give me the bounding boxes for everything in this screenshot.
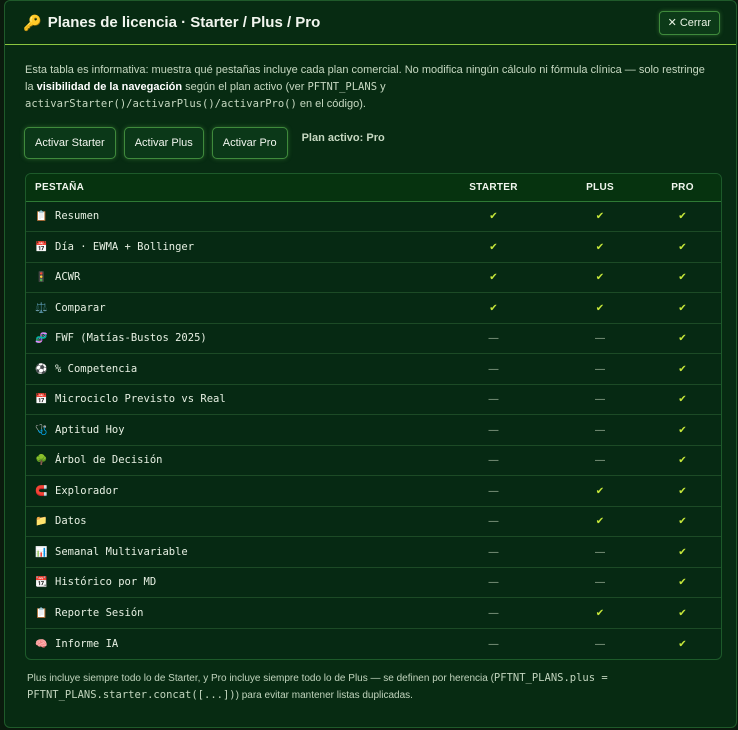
tab-icon: 🧲 (35, 485, 48, 497)
tab-label: Informe IA (55, 637, 119, 650)
pro-cell (644, 476, 721, 507)
starter-cell (431, 476, 556, 507)
license-plans-modal (4, 0, 737, 728)
starter-cell (431, 415, 556, 446)
pro-cell (644, 323, 721, 354)
plan-controls (24, 127, 736, 159)
tab-name-cell (26, 598, 431, 629)
activate-starter-button[interactable]: Activar Starter (24, 127, 116, 159)
dash-icon: — (488, 577, 499, 589)
plus-cell (556, 537, 644, 568)
tab-name-cell (26, 384, 431, 415)
modal-header (5, 1, 736, 45)
tab-icon: 📋 (35, 211, 48, 223)
check-icon: ✔ (595, 302, 605, 314)
starter-cell (431, 537, 556, 568)
dash-icon: — (595, 638, 605, 650)
starter-cell (431, 384, 556, 415)
tab-label: FWF (Matías-Bustos 2025) (55, 332, 207, 345)
table-row (26, 232, 721, 263)
dash-icon: — (488, 424, 499, 436)
check-icon: ✔ (678, 607, 687, 619)
plus-cell (556, 323, 644, 354)
tab-name-cell (26, 354, 431, 385)
tab-label: % Competencia (55, 362, 138, 375)
tab-label: Microciclo Previsto vs Real (55, 393, 226, 406)
check-icon: ✔ (678, 638, 687, 650)
modal-title-text: Planes de licencia · Starter / Plus / Pro (47, 14, 321, 31)
plus-cell (556, 354, 644, 385)
pro-cell (644, 415, 721, 446)
pro-cell (644, 445, 721, 476)
check-icon: ✔ (595, 272, 605, 284)
check-icon: ✔ (595, 485, 605, 497)
dash-icon: — (488, 516, 499, 528)
dash-icon: — (488, 363, 499, 375)
intro-part-2: según el plan activo (ver (182, 81, 308, 93)
starter-cell (431, 445, 556, 476)
tab-label: Reporte Sesión (55, 606, 144, 619)
pro-cell (644, 232, 721, 263)
check-icon: ✔ (678, 424, 687, 436)
table-row (26, 567, 721, 598)
tab-icon: 📋 (35, 607, 48, 619)
pro-cell (644, 293, 721, 324)
check-icon: ✔ (678, 546, 687, 558)
tab-name-cell (26, 628, 431, 659)
dash-icon: — (488, 485, 499, 497)
check-icon: ✔ (595, 241, 605, 253)
plus-cell (556, 476, 644, 507)
header-tab: PESTAÑA (35, 181, 85, 193)
close-button[interactable] (659, 11, 720, 35)
dash-icon: — (488, 546, 499, 558)
plus-cell (556, 201, 644, 232)
tab-label: Datos (55, 515, 87, 528)
check-icon: ✔ (678, 333, 687, 345)
tab-icon: 📆 (35, 577, 48, 589)
check-icon: ✔ (595, 211, 605, 223)
check-icon: ✔ (489, 302, 498, 314)
activate-pro-button[interactable]: Activar Pro (212, 127, 288, 159)
pro-cell (644, 598, 721, 629)
check-icon: ✔ (489, 241, 498, 253)
dash-icon: — (488, 455, 499, 467)
tab-name-cell (26, 293, 431, 324)
tab-name-cell (26, 262, 431, 293)
dash-icon: — (595, 546, 605, 558)
check-icon: ✔ (678, 455, 687, 467)
header-starter: STARTER (469, 181, 518, 193)
table-row (26, 293, 721, 324)
dash-icon: — (488, 607, 499, 619)
plus-cell (556, 506, 644, 537)
intro-text (25, 62, 716, 113)
pro-cell (644, 201, 721, 232)
pro-cell (644, 506, 721, 537)
tab-icon: ⚽ (35, 363, 48, 375)
check-icon: ✔ (595, 607, 605, 619)
plans-table (25, 173, 722, 660)
tab-name-cell (26, 201, 431, 232)
tab-icon: 🩺 (35, 424, 48, 436)
table-header-row (26, 174, 721, 201)
pro-cell (644, 537, 721, 568)
tab-label: Aptitud Hoy (55, 423, 125, 436)
check-icon: ✔ (678, 272, 687, 284)
table-row (26, 506, 721, 537)
check-icon: ✔ (678, 516, 687, 528)
pro-cell (644, 384, 721, 415)
footer-code: PFTNT_PLANS.plus = PFTNT_PLANS.starter.concat([...]) (27, 671, 608, 701)
footer-part-2: ) para evitar mantener listas duplicadas. (235, 689, 413, 701)
modal-title (23, 14, 320, 32)
intro-part-4: en el código). (296, 98, 366, 110)
tab-label: Explorador (55, 484, 119, 497)
table-row (26, 262, 721, 293)
tab-label: Árbol de Decisión (55, 454, 163, 467)
starter-cell (431, 598, 556, 629)
active-plan-label: Plan activo: Pro (301, 132, 385, 144)
dash-icon: — (595, 577, 605, 589)
table-row (26, 537, 721, 568)
key-icon: 🔑 (23, 14, 42, 32)
close-icon: ✕ (667, 17, 677, 29)
intro-code-functions: activarStarter()/activarPlus()/activarPro() (25, 98, 297, 110)
check-icon: ✔ (678, 394, 687, 406)
starter-cell (431, 628, 556, 659)
dash-icon: — (488, 394, 499, 406)
tab-icon: 🌳 (35, 455, 48, 467)
footer-note (27, 670, 716, 704)
starter-cell (431, 354, 556, 385)
table-row (26, 354, 721, 385)
plus-cell (556, 628, 644, 659)
tab-label: Resumen (55, 210, 100, 223)
tab-icon: ⚖️ (35, 302, 48, 314)
dash-icon: — (595, 455, 605, 467)
starter-cell (431, 262, 556, 293)
starter-cell (431, 323, 556, 354)
check-icon: ✔ (489, 211, 498, 223)
plus-cell (556, 415, 644, 446)
tab-icon: 🧠 (35, 638, 48, 650)
tab-label: Comparar (55, 301, 106, 314)
footer-part-1: Plus incluye siempre todo lo de Starter, y Pro incluye siempre todo lo de Plus — se definen por herencia ( (27, 672, 494, 684)
tab-icon: 📁 (35, 516, 48, 528)
starter-cell (431, 201, 556, 232)
table-row (26, 445, 721, 476)
plus-cell (556, 598, 644, 629)
tab-name-cell (26, 445, 431, 476)
tab-name-cell (26, 415, 431, 446)
tab-icon: 🚦 (35, 272, 48, 284)
check-icon: ✔ (678, 241, 687, 253)
intro-part-3: y (377, 81, 386, 93)
check-icon: ✔ (678, 363, 687, 375)
table-row (26, 476, 721, 507)
plus-cell (556, 232, 644, 263)
table-row (26, 628, 721, 659)
check-icon: ✔ (678, 211, 687, 223)
tab-label: Semanal Multivariable (55, 545, 188, 558)
header-pro: PRO (671, 181, 694, 193)
tab-icon: 🧬 (35, 333, 48, 345)
starter-cell (431, 293, 556, 324)
tab-name-cell (26, 323, 431, 354)
dash-icon: — (595, 333, 605, 345)
dash-icon: — (488, 333, 499, 345)
plus-cell (556, 293, 644, 324)
tab-name-cell (26, 476, 431, 507)
check-icon: ✔ (595, 516, 605, 528)
dash-icon: — (595, 424, 605, 436)
activate-plus-button[interactable]: Activar Plus (124, 127, 204, 159)
dash-icon: — (595, 363, 605, 375)
table-row (26, 384, 721, 415)
tab-icon: 📊 (35, 546, 48, 558)
pro-cell (644, 567, 721, 598)
plus-cell (556, 567, 644, 598)
pro-cell (644, 628, 721, 659)
starter-cell (431, 232, 556, 263)
check-icon: ✔ (678, 577, 687, 589)
plus-cell (556, 384, 644, 415)
intro-part-1: Esta tabla es informativa: muestra qué pestañas incluye cada plan comercial. No modifica ningún cálculo ni fórmula clínica — solo restringe la (25, 64, 705, 93)
dash-icon: — (595, 394, 605, 406)
starter-cell (431, 506, 556, 537)
header-plus: PLUS (586, 181, 614, 193)
starter-cell (431, 567, 556, 598)
tab-name-cell (26, 232, 431, 263)
pro-cell (644, 262, 721, 293)
plus-cell (556, 262, 644, 293)
pro-cell (644, 354, 721, 385)
table-row (26, 323, 721, 354)
dash-icon: — (488, 638, 499, 650)
intro-code-plans: PFTNT_PLANS (307, 81, 378, 93)
table-row (26, 598, 721, 629)
tab-label: ACWR (55, 271, 81, 284)
check-icon: ✔ (678, 485, 687, 497)
tab-icon: 📅 (35, 241, 48, 253)
table-row (26, 201, 721, 232)
tab-icon: 📅 (35, 394, 48, 406)
check-icon: ✔ (489, 272, 498, 284)
tab-label: Histórico por MD (55, 576, 157, 589)
tab-name-cell (26, 567, 431, 598)
plus-cell (556, 445, 644, 476)
tab-name-cell (26, 537, 431, 568)
check-icon: ✔ (678, 302, 687, 314)
close-label: Cerrar (679, 16, 711, 29)
intro-bold: visibilidad de la navegación (36, 81, 183, 93)
table-row (26, 415, 721, 446)
tab-name-cell (26, 506, 431, 537)
tab-label: Día · EWMA + Bollinger (55, 240, 195, 253)
